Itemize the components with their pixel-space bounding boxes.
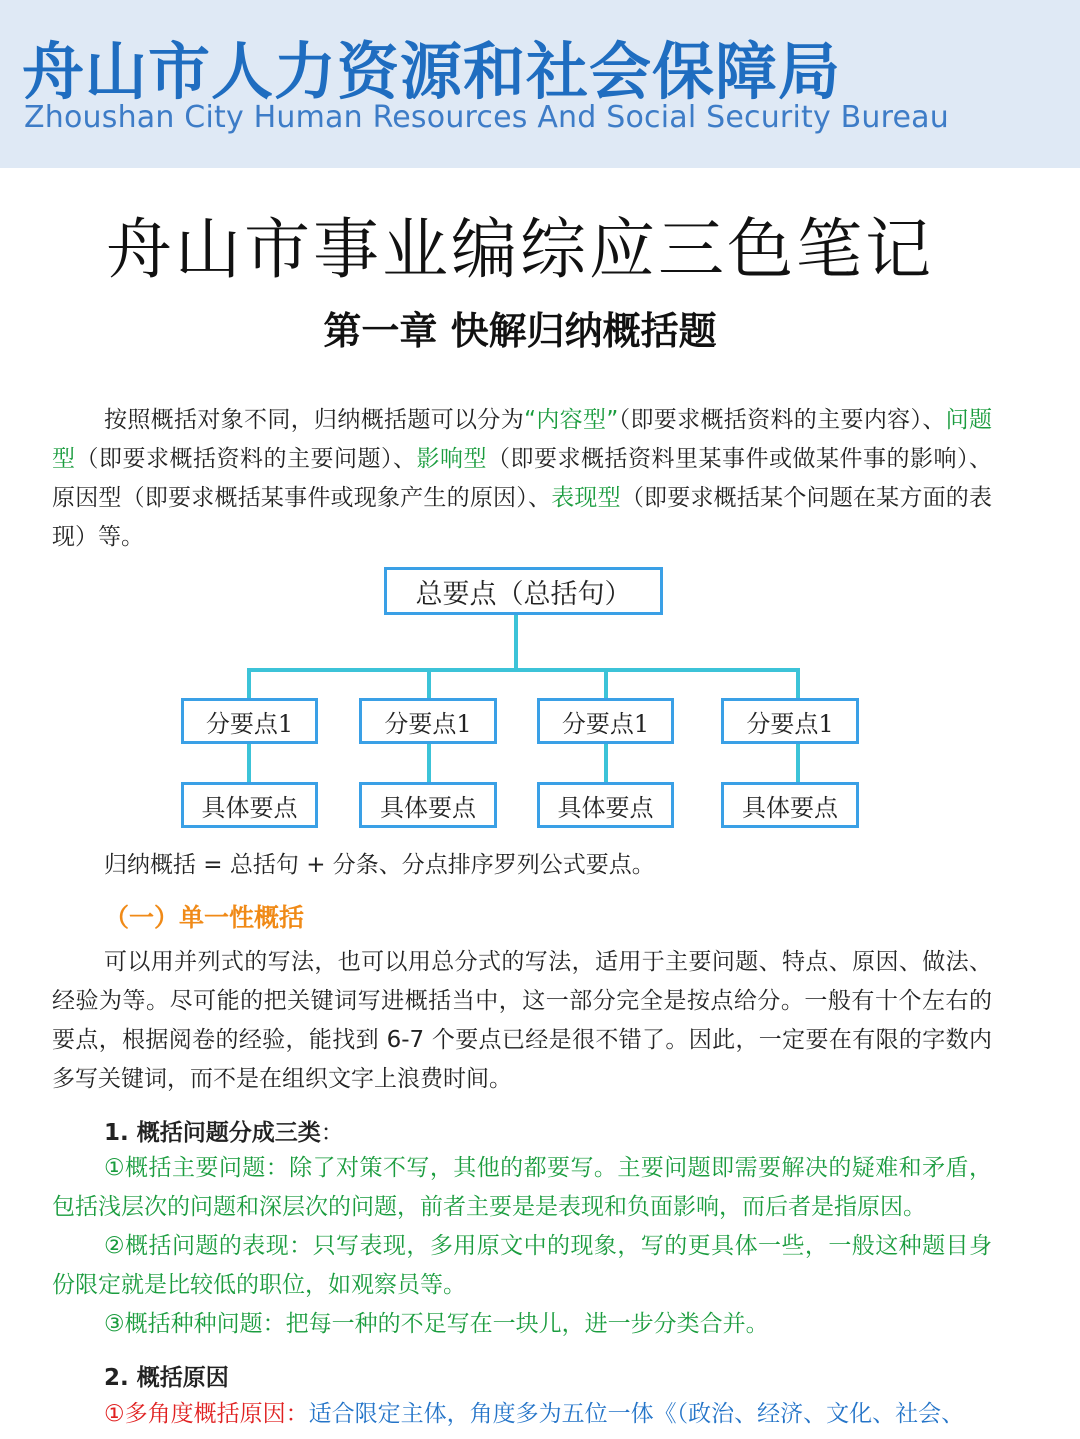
intro-paragraph — [52, 401, 992, 557]
detail-node: 具体要点 — [359, 782, 497, 828]
connector-horizontal — [247, 668, 800, 672]
intro-text-a: 按照概括对象不同，归纳概括题可以分为 — [104, 407, 525, 433]
detail-node: 具体要点 — [537, 782, 674, 828]
list-item: ②概括问题的表现：只写表现，多用原文中的现象，写的更具体一些，一般这种题目身份限定就是比较低的职位，如观察员等。 — [52, 1233, 992, 1298]
connector-detail-3 — [604, 742, 608, 784]
intro-text-c: （即要求概括资料的主要问题）、 — [75, 446, 417, 472]
connector-detail-2 — [427, 742, 431, 784]
branch-node: 分要点1 — [181, 698, 318, 744]
branch-node: 分要点1 — [537, 698, 674, 744]
intro-text-d: （即要求概括资料里某事件或做某件事的影响）、原因型（即要求概括某事件或现象产生的原因）、 — [52, 446, 992, 511]
detail-node: 具体要点 — [181, 782, 318, 828]
detail-node: 具体要点 — [721, 782, 859, 828]
intro-text-e: （即要求概括某个问题在某方面的表现）等。 — [52, 485, 993, 550]
list-item: ①概括主要问题：除了对策不写，其他的都要写。主要问题即需要解决的疑难和矛盾，包括浅层次的问题和深层次的问题，前者主要是是表现和负面影响，而后者是指原因。 — [52, 1155, 992, 1220]
formula-text: 归纳概括 = 总括句 + 分条、分点排序罗列公式要点。 — [104, 852, 655, 878]
heading-colon: ： — [320, 1120, 344, 1146]
bureau-name-cn: 舟山市人力资源和社会保障局 — [22, 35, 842, 108]
connector-detail-1 — [247, 742, 251, 784]
subsection-heading: 2. 概括原因 — [104, 1365, 229, 1391]
type-problem: 问题型 — [52, 407, 993, 472]
connector-branch-1 — [247, 668, 251, 700]
connector-branch-4 — [796, 668, 800, 700]
section-heading: （一）单一性概括 — [104, 903, 305, 932]
type-content: “内容型” — [524, 407, 619, 433]
type-manifestation: 表现型 — [551, 485, 621, 511]
bureau-name-en: Zhoushan City Human Resources And Social Security Bureau — [24, 100, 949, 135]
root-node: 总要点（总括句） — [384, 567, 663, 615]
connector-branch-2 — [427, 668, 431, 700]
subsection-heading — [104, 1114, 344, 1147]
intro-text-b: （即要求概括资料的主要内容）、 — [618, 407, 946, 433]
subsection-heading-text: 1. 概括问题分成三类 — [104, 1120, 321, 1146]
branch-node: 分要点1 — [721, 698, 859, 744]
type-impact: 影响型 — [416, 446, 487, 472]
document-title: 舟山市事业编综应三色笔记 — [106, 211, 934, 288]
list-item: ③概括种种问题：把每一种的不足写在一块儿，进一步分类合并。 — [104, 1311, 769, 1337]
item-text: 适合限定主体，角度多为五位一体《（政治、经济、文化、社会、 — [308, 1401, 965, 1427]
branch-node: 分要点1 — [359, 698, 497, 744]
connector-branch-3 — [604, 668, 608, 700]
connector-detail-4 — [796, 742, 800, 784]
header-banner — [0, 0, 1080, 168]
item-label: ①多角度概括原因： — [104, 1401, 309, 1427]
section-body: 可以用并列式的写法，也可以用总分式的写法，适用于主要问题、特点、原因、做法、经验为等。尽可能的把关键词写进概括当中，这一部分完全是按点给分。一般有十个左右的要点，根据阅卷的经验，能找到 6-7 个要点已经是很不错了。因此，一定要在有限的字数内多写关键词，而不是在组织文字上浪费时间。 — [52, 949, 992, 1092]
list-item — [52, 1395, 992, 1434]
connector-root — [514, 612, 518, 670]
chapter-title: 第一章 快解归纳概括题 — [323, 309, 717, 353]
